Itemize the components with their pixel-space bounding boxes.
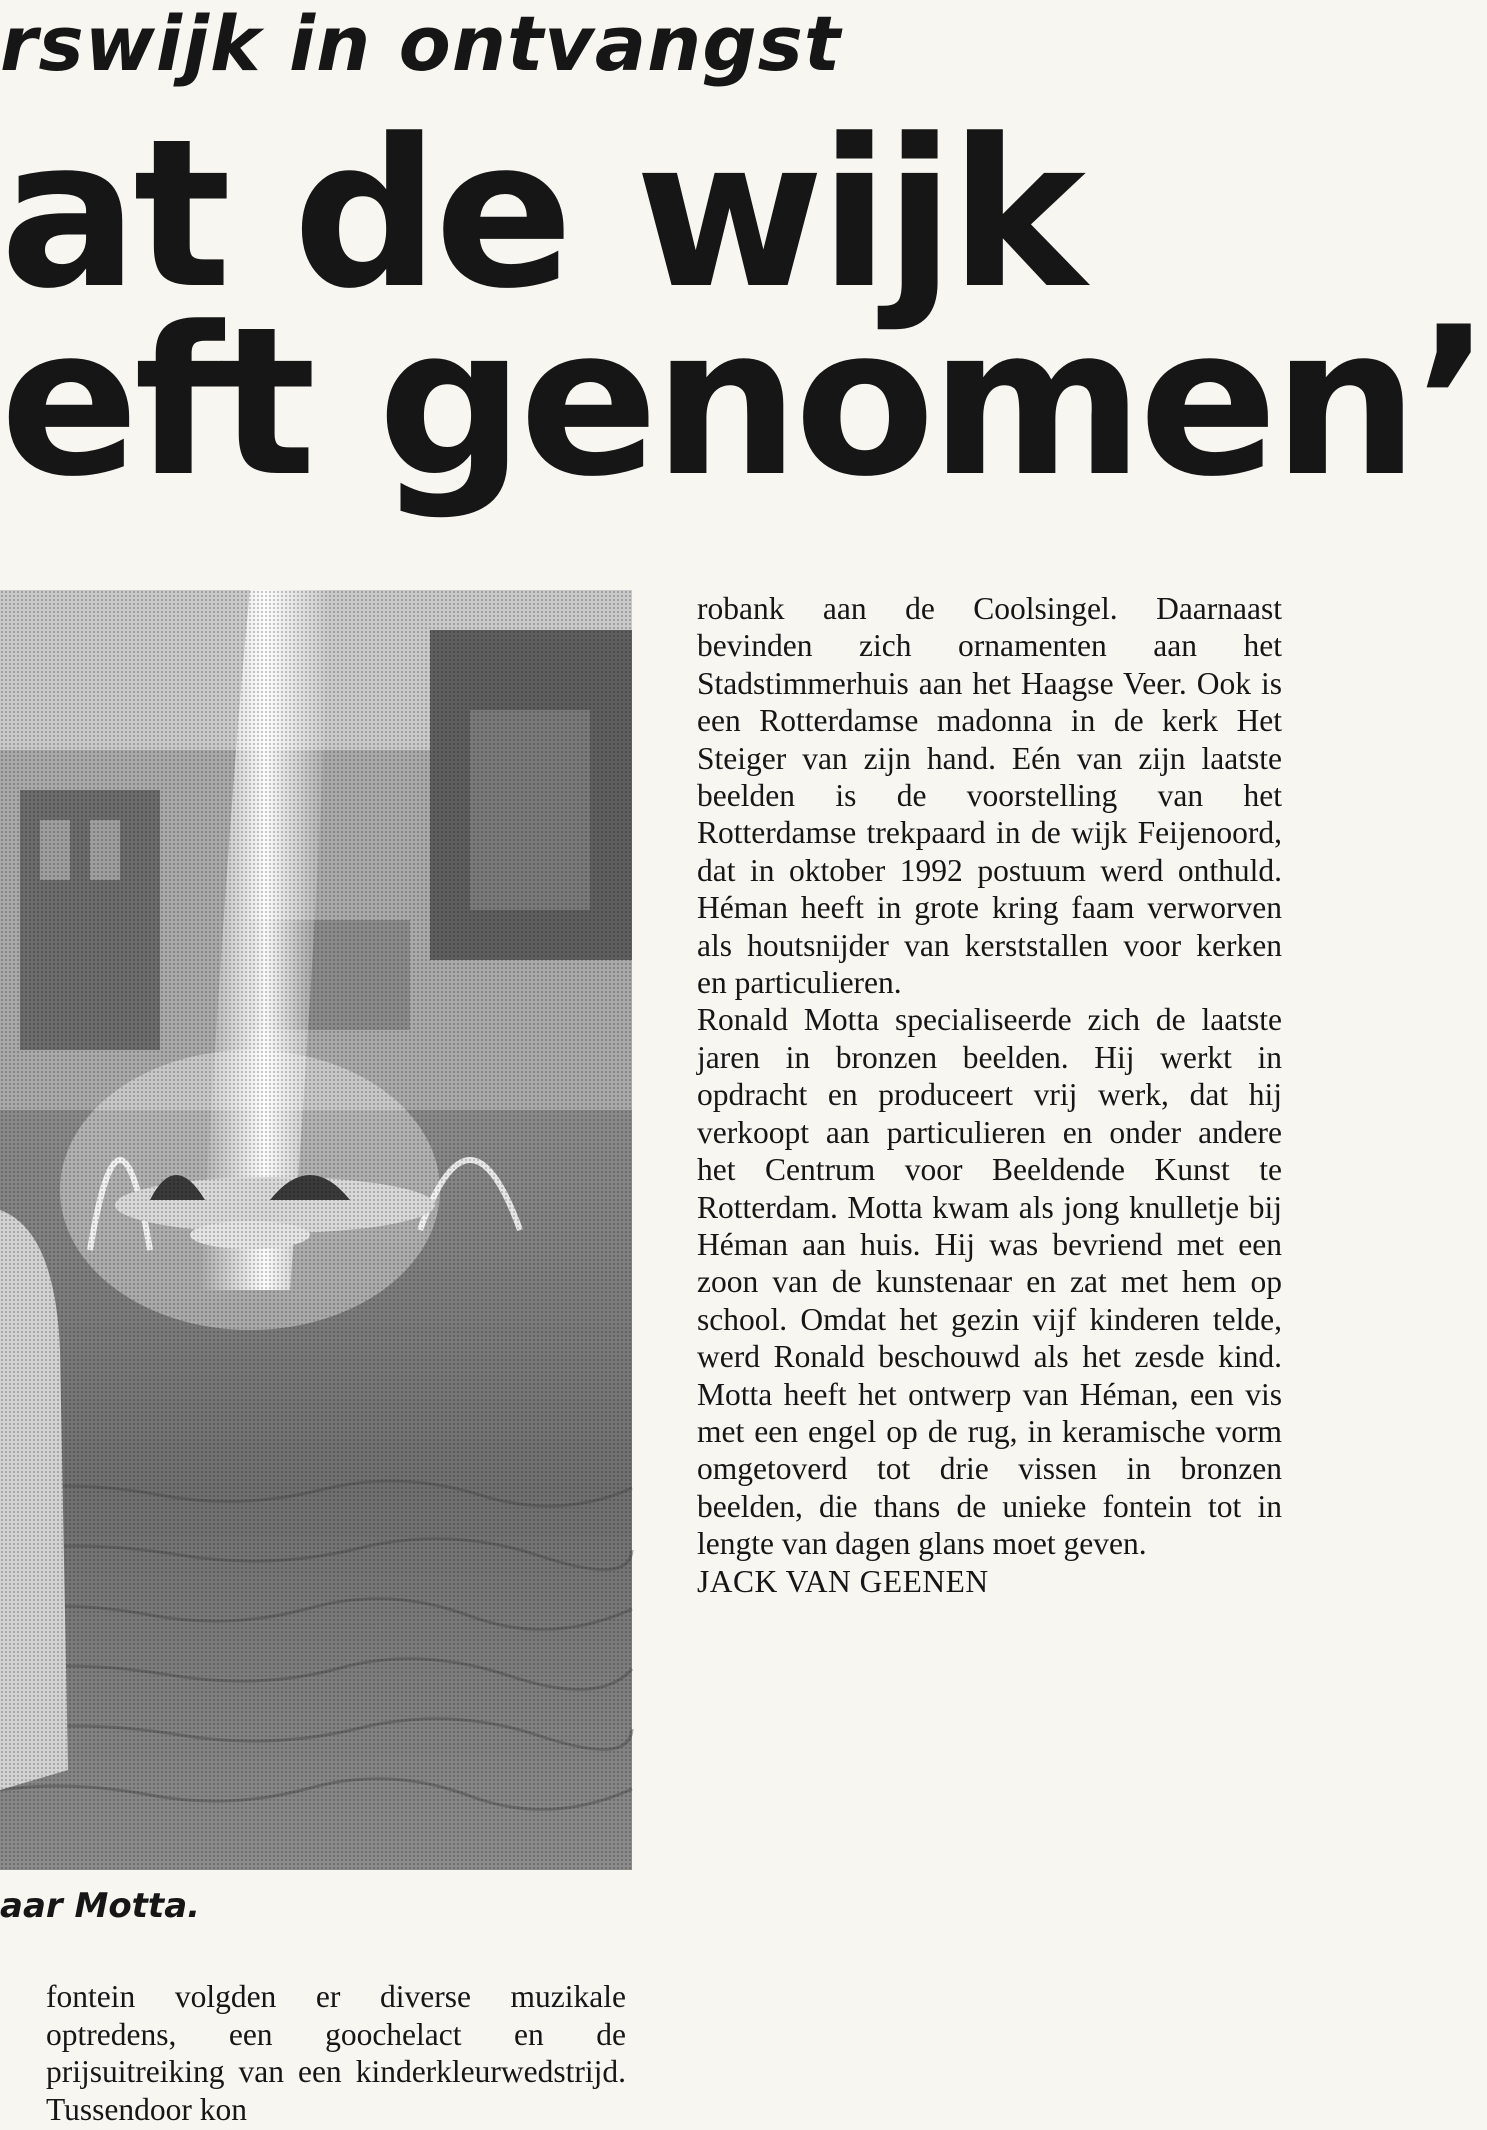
author-byline: JACK VAN GEENEN — [697, 1563, 989, 1599]
headline-line-1: at de wijk — [0, 96, 1082, 334]
headline-kicker: rswijk in ontvangst — [0, 0, 842, 88]
headline-line-2: eft genomen’ — [0, 284, 1487, 522]
fountain-photo — [0, 590, 632, 1870]
article-column-left — [46, 1978, 626, 2130]
article-paragraph: fontein volgden er diverse muzikale optredens, een goochelact en de prijsuitreiking van een kinderkleurwedstrijd. Tussendoor kon — [46, 1979, 626, 2127]
article-paragraph-2: Ronald Motta specialiseerde zich de laatste jaren in bronzen beelden. Hij werkt in opdracht en produceert vrij werk, dat hij verkoopt aan particulieren en onder andere het Centrum voor Beeldende Kunst te Rotterdam. Motta kwam als jong knulletje bij Héman aan huis. Hij was bevriend met een zoon van de kunstenaar en zat met hem op school. Omdat het gezin vijf kinderen telde, werd Ronald beschouwd als het zesde kind. Motta heeft het ontwerp van Héman, een vis met een engel op de rug, in keramische vorm omgetoverd tot drie vissen in bronzen beelden, die thans de unieke fontein tot in lengte van dagen glans moet geven. — [697, 1002, 1282, 1562]
article-column-right — [697, 590, 1282, 2130]
article-paragraph-1: robank aan de Coolsingel. Daarnaast bevinden zich ornamenten aan het Stadstimmerhuis aan het Haagse Veer. Ook is een Rotterdamse madonna in de kerk Het Steiger van zijn hand. Eén van zijn laatste beelden is de voorstelling van het Rotterdamse trekpaard in de wijk Feijenoord, dat in oktober 1992 postuum werd onthuld. Héman heeft in grote kring faam verworven als houtsnijder van kerststallen voor kerken en particulieren. — [697, 591, 1282, 1001]
photo-caption: aar Motta. — [0, 1886, 201, 1926]
